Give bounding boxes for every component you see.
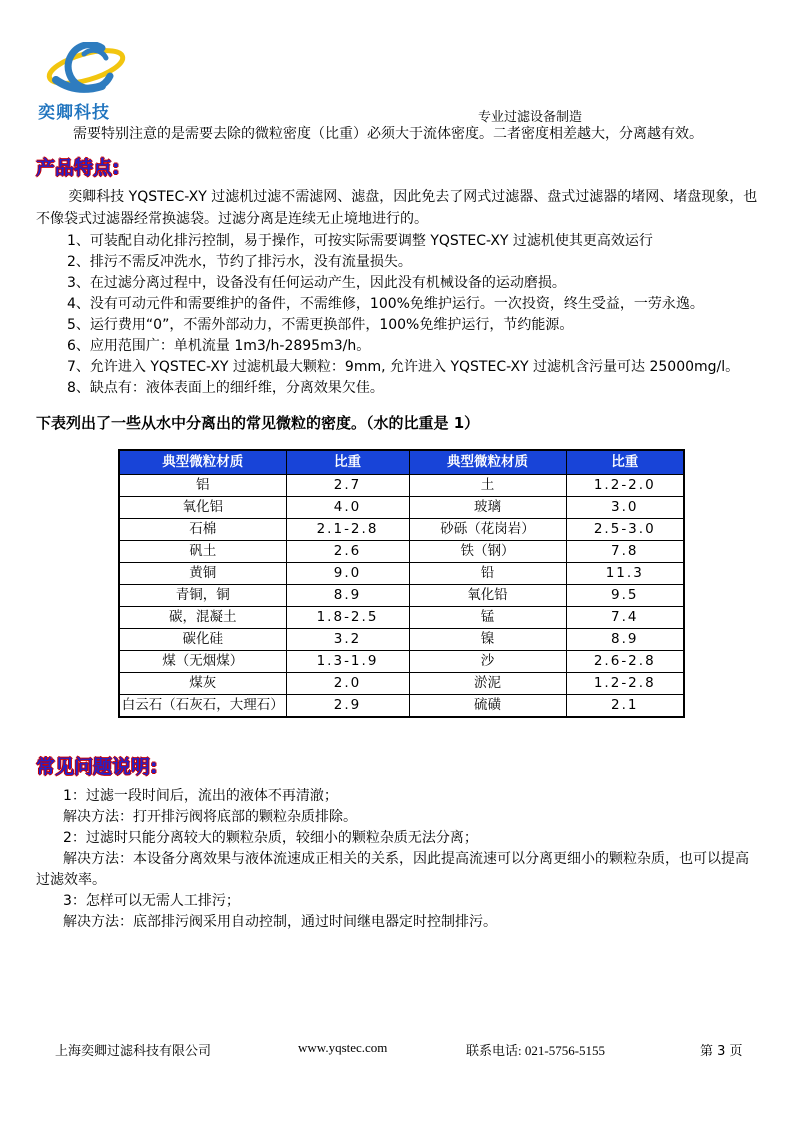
gravity-cell: 2.6-2.8 bbox=[566, 651, 684, 673]
material-cell: 碳化硅 bbox=[119, 629, 286, 651]
gravity-cell: 2.5-3.0 bbox=[566, 519, 684, 541]
col-header-material-2: 典型微粒材质 bbox=[409, 450, 566, 475]
table-row bbox=[119, 563, 684, 585]
page-footer bbox=[0, 1040, 793, 1064]
gravity-cell: 4.0 bbox=[286, 497, 409, 519]
gravity-cell: 8.9 bbox=[286, 585, 409, 607]
gravity-cell: 2.7 bbox=[286, 475, 409, 497]
gravity-cell: 8.9 bbox=[566, 629, 684, 651]
feature-item: 2、排污不需反冲洗水，节约了排污水，没有流量损失。 bbox=[67, 254, 412, 270]
table-row bbox=[119, 695, 684, 718]
document-body bbox=[36, 124, 758, 933]
table-row bbox=[119, 629, 684, 651]
gravity-cell: 11.3 bbox=[566, 563, 684, 585]
density-table bbox=[118, 449, 685, 718]
faq-line: 1：过滤一段时间后，流出的液体不再清澈； bbox=[63, 788, 338, 804]
col-header-gravity-2: 比重 bbox=[566, 450, 684, 475]
material-cell: 碳，混凝土 bbox=[119, 607, 286, 629]
material-cell: 砂砾（花岗岩） bbox=[409, 519, 566, 541]
material-cell: 氧化铝 bbox=[119, 497, 286, 519]
intro-paragraph: 需要特别注意的是需要去除的微粒密度（比重）必须大于流体密度。二者密度相差越大，分离越有效。 bbox=[73, 126, 703, 142]
faq-line: 解决方法：底部排污阀采用自动控制，通过时间继电器定时控制排污。 bbox=[63, 914, 497, 930]
table-row bbox=[119, 497, 684, 519]
globe-swoosh-icon bbox=[44, 42, 128, 96]
gravity-cell: 7.4 bbox=[566, 607, 684, 629]
features-heading: 产品特点: bbox=[36, 157, 120, 179]
faq-heading: 常见问题说明: bbox=[36, 756, 158, 778]
density-table-body bbox=[119, 475, 684, 718]
material-cell: 锰 bbox=[409, 607, 566, 629]
gravity-cell: 3.2 bbox=[286, 629, 409, 651]
feature-item: 3、在过滤分离过程中，设备没有任何运动产生，因此没有机械设备的运动磨损。 bbox=[67, 275, 566, 291]
table-row bbox=[119, 519, 684, 541]
logo-text: 奕卿科技 bbox=[38, 103, 110, 123]
table-row bbox=[119, 607, 684, 629]
gravity-cell: 2.6 bbox=[286, 541, 409, 563]
footer-phone: 联系电话: 021-5756-5155 bbox=[466, 1043, 606, 1058]
material-cell: 铝 bbox=[119, 475, 286, 497]
material-cell: 氧化铅 bbox=[409, 585, 566, 607]
gravity-cell: 2.1-2.8 bbox=[286, 519, 409, 541]
material-cell: 沙 bbox=[409, 651, 566, 673]
table-header-row bbox=[119, 450, 684, 475]
faq-lines bbox=[36, 786, 758, 933]
gravity-cell: 1.2-2.0 bbox=[566, 475, 684, 497]
material-cell: 镍 bbox=[409, 629, 566, 651]
gravity-cell: 2.0 bbox=[286, 673, 409, 695]
material-cell: 矾土 bbox=[119, 541, 286, 563]
gravity-cell: 2.9 bbox=[286, 695, 409, 718]
table-row bbox=[119, 673, 684, 695]
table-row bbox=[119, 475, 684, 497]
footer-page-number: 第 3 页 bbox=[700, 1044, 743, 1059]
footer-website: www.yqstec.com bbox=[298, 1040, 388, 1055]
gravity-cell: 3.0 bbox=[566, 497, 684, 519]
feature-item: 5、运行费用“0”，不需外部动力，不需更换部件，100%免维护运行，节约能源。 bbox=[67, 317, 574, 333]
feature-item: 4、没有可动元件和需要维护的备件，不需维修，100%免维护运行。一次投资，终生受益，一劳永逸。 bbox=[67, 296, 704, 312]
material-cell: 青铜，铜 bbox=[119, 585, 286, 607]
material-cell: 铅 bbox=[409, 563, 566, 585]
feature-item: 1、可装配自动化排污控制，易于操作，可按实际需要调整 YQSTEC-XY 过滤机使其更高效运行 bbox=[67, 233, 653, 249]
table-row bbox=[119, 541, 684, 563]
gravity-cell: 1.2-2.8 bbox=[566, 673, 684, 695]
material-cell: 煤灰 bbox=[119, 673, 286, 695]
col-header-material-1: 典型微粒材质 bbox=[119, 450, 286, 475]
faq-line: 解决方法：打开排污阀将底部的颗粒杂质排除。 bbox=[63, 809, 357, 825]
faq-line: 2：过滤时只能分离较大的颗粒杂质，较细小的颗粒杂质无法分离； bbox=[63, 830, 478, 846]
material-cell: 白云石（石灰石，大理石） bbox=[119, 695, 286, 718]
feature-item: 7、允许进入 YQSTEC-XY 过滤机最大颗粒：9mm, 允许进入 YQSTEC-XY 过滤机含污量可达 25000mg/l。 bbox=[67, 359, 740, 375]
feature-list bbox=[36, 231, 758, 399]
material-cell: 黄铜 bbox=[119, 563, 286, 585]
material-cell: 淤泥 bbox=[409, 673, 566, 695]
material-cell: 煤（无烟煤） bbox=[119, 651, 286, 673]
table-row bbox=[119, 651, 684, 673]
material-cell: 玻璃 bbox=[409, 497, 566, 519]
faq-section bbox=[36, 754, 758, 933]
table-row bbox=[119, 585, 684, 607]
faq-line: 解决方法：本设备分离效果与液体流速成正相关的关系，因此提高流速可以分离更细小的颗粒杂质，也可以提高过滤效率。 bbox=[36, 851, 749, 888]
gravity-cell: 1.3-1.9 bbox=[286, 651, 409, 673]
header-tagline: 专业过滤设备制造 bbox=[478, 110, 583, 125]
feature-item: 8、缺点有：液体表面上的细纤维，分离效果欠佳。 bbox=[67, 380, 384, 396]
material-cell: 硫磺 bbox=[409, 695, 566, 718]
material-cell: 铁（钢） bbox=[409, 541, 566, 563]
gravity-cell: 1.8-2.5 bbox=[286, 607, 409, 629]
material-cell: 石棉 bbox=[119, 519, 286, 541]
faq-line: 3：怎样可以无需人工排污； bbox=[63, 893, 240, 909]
feature-item: 6、应用范围广：单机流量 1m3/h-2895m3/h。 bbox=[67, 338, 371, 354]
material-cell: 土 bbox=[409, 475, 566, 497]
col-header-gravity-1: 比重 bbox=[286, 450, 409, 475]
gravity-cell: 9.0 bbox=[286, 563, 409, 585]
gravity-cell: 2.1 bbox=[566, 695, 684, 718]
features-description: 奕卿科技 YQSTEC-XY 过滤机过滤不需滤网、滤盘，因此免去了网式过滤器、盘式过滤器的堵网、堵盘现象，也不像袋式过滤器经常换滤袋。过滤分离是连续无止境地进行的。 bbox=[36, 189, 758, 227]
density-table-title: 下表列出了一些从水中分离出的常见微粒的密度。（水的比重是 1） bbox=[36, 414, 480, 432]
footer-company: 上海奕卿过滤科技有限公司 bbox=[55, 1044, 212, 1059]
gravity-cell: 7.8 bbox=[566, 541, 684, 563]
company-logo bbox=[38, 42, 138, 123]
gravity-cell: 9.5 bbox=[566, 585, 684, 607]
